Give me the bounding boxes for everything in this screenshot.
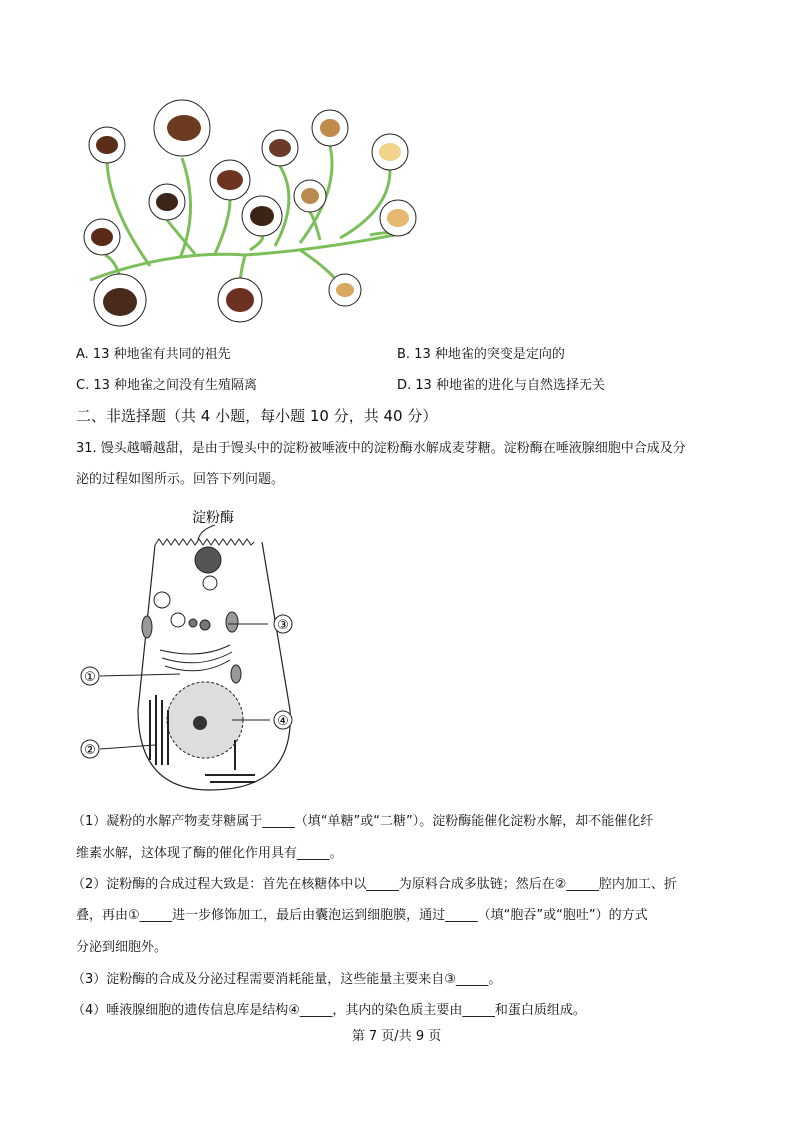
q31-p2-line3: 分泌到细胞外。	[76, 940, 168, 955]
q31-p2-line2: 叠，再由①_____进一步修饰加工，最后由囊泡运到细胞膜，通过_____（填“胞吞”或“胞吐”）的方式	[76, 908, 648, 923]
salivary-cell-diagram	[0, 500, 793, 800]
q31-p1-line2: 维素水解，这体现了酶的催化作用具有_____。	[76, 846, 343, 861]
label-4: ④	[277, 714, 289, 729]
label-3: ③	[277, 618, 289, 633]
section-heading: 二、非选择题（共 4 小题，每小题 10 分，共 40 分）	[76, 407, 438, 425]
label-1: ①	[84, 670, 96, 685]
q31-p2-line1: （2）淀粉酶的合成过程大致是：首先在核糖体中以_____为原料合成多肽链；然后在②_____腔内加工、折	[72, 877, 677, 892]
finch-evolution-tree-figure	[0, 0, 793, 340]
option-c: C. 13 种地雀之间没有生殖隔离	[76, 378, 258, 393]
q31-p1-line1: （1）凝粉的水解产物麦芽糖属于_____（填“单糖”或“二糖”）。淀粉酶能催化淀粉水解，却不能催化纤	[72, 814, 654, 829]
option-b: B. 13 种地雀的突变是定向的	[397, 347, 565, 362]
q31-p4: （4）唾液腺细胞的遗传信息库是结构④_____，其内的染色质主要由_____和蛋白质组成。	[72, 1003, 586, 1018]
q31-stem-line2: 泌的过程如图所示。回答下列问题。	[76, 472, 285, 487]
q31-p3: （3）淀粉酶的合成及分泌过程需要消耗能量，这些能量主要来自③_____。	[72, 972, 502, 987]
option-d: D. 13 种地雀的进化与自然选择无关	[397, 378, 605, 393]
figure-title: 淀粉酶	[192, 510, 234, 526]
page-footer: 第 7 页/共 9 页	[351, 1029, 442, 1044]
q31-stem-line1: 31. 馒头越嚼越甜，是由于馒头中的淀粉被唾液中的淀粉酶水解成麦芽糖。淀粉酶在唾液腺细胞中合成及分	[76, 441, 686, 456]
option-a: A. 13 种地雀有共同的祖先	[76, 347, 231, 362]
label-2: ②	[84, 743, 96, 758]
